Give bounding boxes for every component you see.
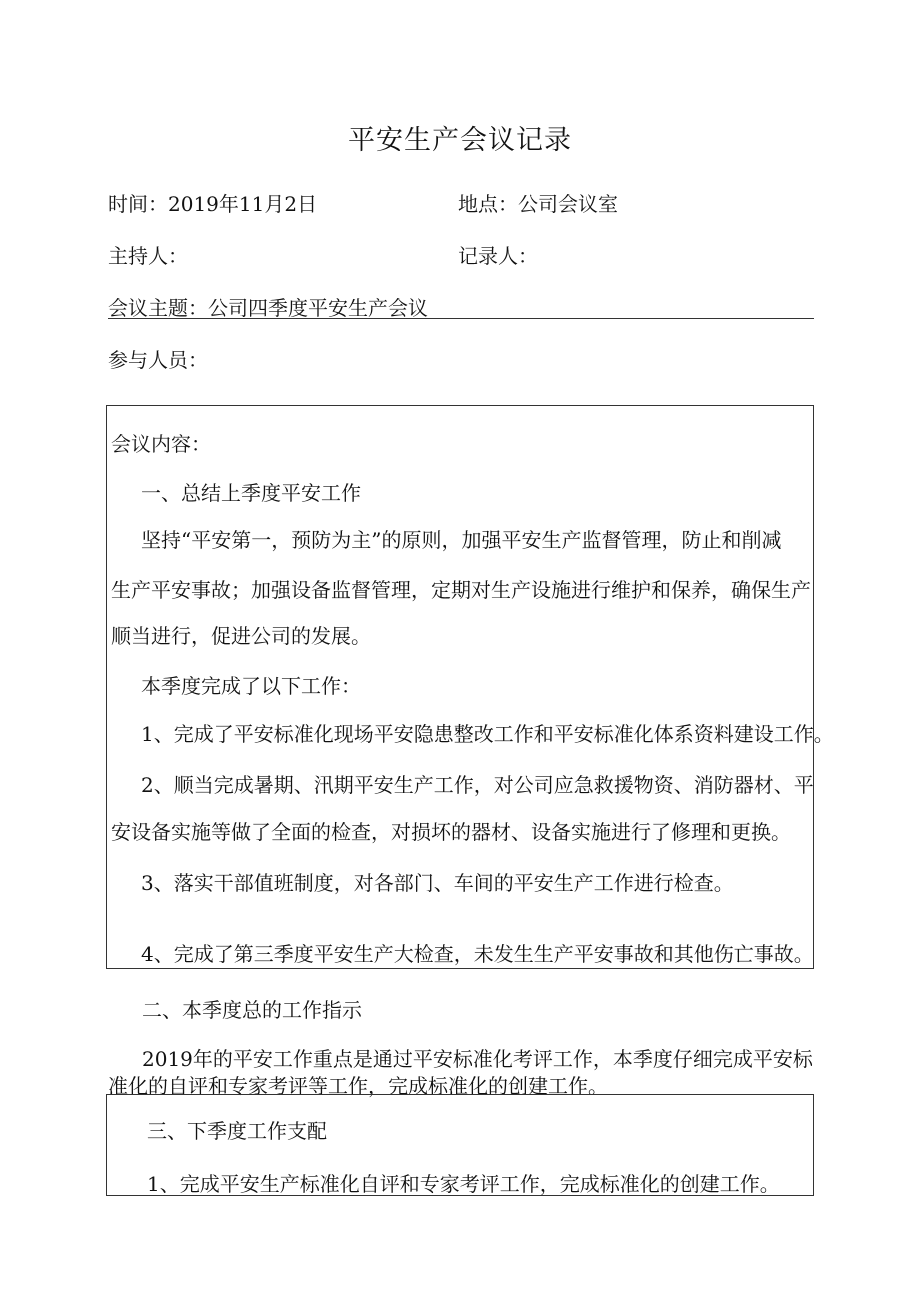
section3-item-1: 1、完成平安生产标准化自评和专家考评工作，完成标准化的创建工作。 — [147, 1172, 780, 1196]
section2-title: 二、本季度总的工作指示 — [142, 998, 362, 1022]
section3-title: 三、下季度工作支配 — [147, 1119, 327, 1143]
para1-line3: 顺当进行，促进公司的发展。 — [111, 624, 371, 648]
section2-para-line2: 准化的自评和专家考评等工作，完成标准化的创建工作。 — [108, 1074, 608, 1098]
work-item-3: 3、落实干部值班制度，对各部门、车间的平安生产工作进行检查。 — [141, 871, 734, 895]
page-title: 平安生产会议记录 — [348, 125, 572, 156]
meeting-place: 地点：公司会议室 — [458, 192, 618, 216]
section1-title: 一、总结上季度平安工作 — [141, 481, 361, 505]
work-item-2-line1: 2、顺当完成暑期、汛期平安生产工作，对公司应急救援物资、消防器材、平 — [141, 773, 814, 797]
meeting-time: 时间：2019年11月2日 — [108, 192, 318, 216]
para1-line2: 生产平安事故；加强设备监督管理，定期对生产设施进行维护和保养，确保生产 — [111, 578, 811, 602]
topic-underline — [108, 318, 814, 319]
work-item-4: 4、完成了第三季度平安生产大检查，未发生生产平安事故和其他伤亡事故。 — [141, 942, 814, 966]
work-intro: 本季度完成了以下工作： — [141, 674, 361, 698]
meeting-topic: 会议主题：公司四季度平安生产会议 — [108, 296, 428, 320]
meeting-participants: 参与人员： — [108, 348, 208, 372]
meeting-host: 主持人： — [108, 244, 188, 268]
work-item-2-line2: 安设备实施等做了全面的检查，对损坏的器材、设备实施进行了修理和更换。 — [111, 820, 791, 844]
section2-para-line1: 2019年的平安工作重点是通过平安标准化考评工作，本季度仔细完成平安标 — [142, 1047, 813, 1071]
para1-line1: 坚持“平安第一，预防为主”的原则，加强平安生产监督管理，防止和削减 — [141, 528, 782, 552]
work-item-1: 1、完成了平安标准化现场平安隐患整改工作和平安标准化体系资料建设工作。 — [141, 722, 834, 746]
meeting-recorder: 记录人： — [458, 244, 538, 268]
next-quarter-box — [106, 1094, 814, 1196]
content-heading: 会议内容： — [111, 432, 211, 456]
meeting-content-box — [106, 405, 834, 969]
